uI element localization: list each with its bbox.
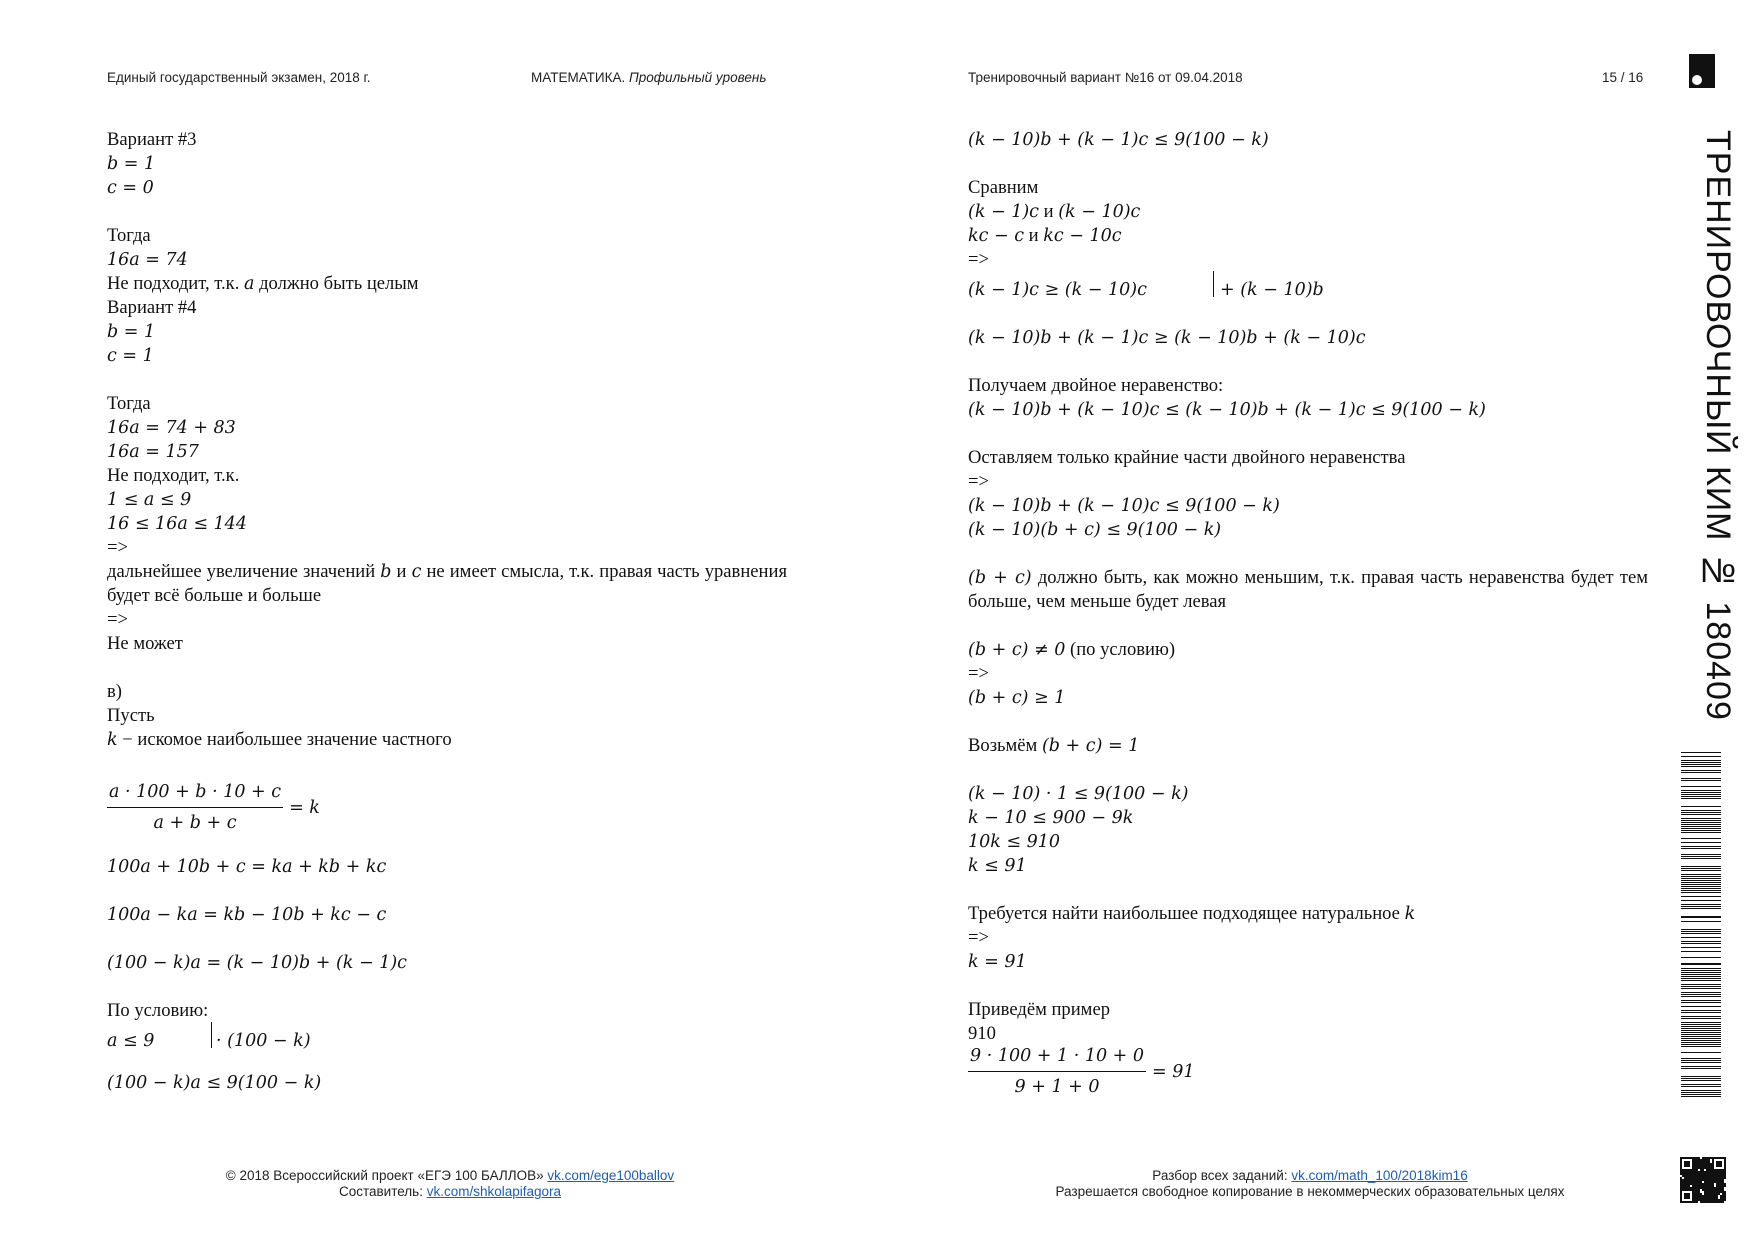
solve-step-3: 10k ≤ 910	[968, 832, 1061, 852]
variant-3-conclusion-tail: должно быть целым	[254, 273, 419, 294]
keep-extremes-title: Оставляем только крайние части двойного неравенства	[968, 447, 1406, 468]
variant-4-equation-2: 16a = 157	[107, 442, 199, 462]
compare-2-and: и	[1024, 225, 1044, 246]
footer-review-label: Разбор всех заданий:	[1152, 1168, 1292, 1183]
double-inequality-title: Получаем двойное неравенство:	[968, 375, 1224, 396]
variant-4-title: Вариант #4	[107, 297, 197, 318]
header-subject	[531, 70, 766, 85]
k-definition-text: − искомое наибольшее значение частного	[117, 729, 452, 750]
implication-arrow: =>	[107, 537, 128, 558]
keep-inequality-1: (k − 10)b + (k − 10)c ≤ 9(100 − k)	[968, 496, 1280, 516]
keep-inequality-2: (k − 10)(b + c) ≤ 9(100 − k)	[968, 520, 1222, 540]
further-note-text: дальнейшее увеличение значений	[107, 561, 381, 582]
footer-copyright: © 2018 Всероссийский проект «ЕГЭ 100 БАЛЛОВ»	[225, 1168, 548, 1183]
further-note-and: и	[391, 561, 412, 582]
further-note-tail: не имеет смысла, т.к. правая часть уравнения будет всё больше и больше	[107, 561, 787, 606]
implication-arrow: =>	[968, 927, 989, 948]
solve-step-4: k ≤ 91	[968, 856, 1027, 876]
part-v-label: в)	[107, 681, 122, 702]
qr-code-icon	[1680, 1157, 1726, 1203]
quotient-fraction	[107, 780, 787, 835]
left-column	[107, 128, 787, 1095]
compare-2-left: kc − c	[968, 226, 1024, 246]
corner-marker-icon	[1689, 54, 1715, 88]
variant-3-conclusion	[107, 272, 787, 296]
side-title: ТРЕНИРОВОЧНЫЙ КИМ № 180409	[1699, 130, 1737, 721]
variant-4-range-2: 16 ≤ 16a ≤ 144	[107, 514, 247, 534]
bc-not-zero	[968, 638, 1648, 662]
footer-review-link[interactable]: vk.com/math_100/2018kim16	[1291, 1168, 1468, 1183]
variant-4-range-1: 1 ≤ a ≤ 9	[107, 490, 192, 510]
variant-4-c: c = 1	[107, 346, 154, 366]
take-bc-one	[968, 734, 1648, 758]
condition-lhs: a ≤ 9	[107, 1031, 155, 1051]
k-definition-var: k	[107, 730, 118, 750]
footer-right	[1010, 1168, 1610, 1200]
compare-1-right: (k − 10)c	[1058, 202, 1141, 222]
page-number: 15 / 16	[1602, 70, 1644, 85]
inequality-1: (k − 10)b + (k − 1)c ≤ 9(100 − k)	[968, 130, 1269, 150]
fraction-rhs: = k	[289, 797, 320, 818]
add-both-sides	[968, 278, 1648, 302]
footer-project-link[interactable]: vk.com/ege100ballov	[547, 1168, 675, 1183]
vertical-bar	[1213, 271, 1214, 297]
equation-1: 100a + 10b + c = ka + kb + kc	[107, 857, 387, 877]
header-exam-title: Единый государственный экзамен, 2018 г.	[107, 70, 371, 85]
example-fraction	[968, 1044, 1648, 1099]
compare-line-1	[968, 200, 1648, 224]
bc-minimal-note	[968, 566, 1648, 614]
further-increase-note	[107, 560, 787, 608]
variant-3-then: Тогда	[107, 225, 151, 246]
variant-3-c: c = 0	[107, 178, 154, 198]
bc-note-text: должно быть, как можно меньшим, т.к. правая часть неравенства будет тем больше, чем меньше будет левая	[968, 567, 1648, 612]
further-note-var-b: b	[380, 562, 392, 582]
take-text: Возьмём	[968, 735, 1042, 756]
fraction	[107, 780, 283, 835]
fraction-numerator: a · 100 + b · 10 + c	[107, 780, 283, 808]
variant-3-title: Вариант #3	[107, 129, 197, 150]
footer-author-link[interactable]: vk.com/shkolapifagora	[426, 1184, 562, 1199]
header-variant: Тренировочный вариант №16 от 09.04.2018	[968, 70, 1243, 85]
condition-multiply	[107, 1029, 787, 1053]
k-definition	[107, 728, 787, 752]
variant-4-equation-1: 16a = 74 + 83	[107, 418, 236, 438]
footer-author-label: Составитель:	[338, 1184, 427, 1199]
sum-inequality: (k − 10)b + (k − 1)c ≥ (k − 10)b + (k − 10)c	[968, 328, 1366, 348]
header-subject-name: МАТЕМАТИКА.	[531, 70, 626, 85]
implication-arrow: =>	[968, 471, 989, 492]
find-max-k-text: Требуется найти наибольшее подходящее натуральное	[968, 903, 1405, 924]
variant-4-conclusion: Не подходит, т.к.	[107, 465, 240, 486]
variant-3-equation: 16a = 74	[107, 250, 188, 270]
equation-2: 100a − ka = kb − 10b + kc − c	[107, 905, 387, 925]
further-note-var-c: c	[411, 562, 422, 582]
compare-2-right: kc − 10c	[1043, 226, 1122, 246]
variant-4-b: b = 1	[107, 322, 156, 342]
variant-4-then: Тогда	[107, 393, 151, 414]
implication-arrow: =>	[968, 249, 989, 270]
cannot-conclusion: Не может	[107, 633, 183, 654]
example-number: 910	[968, 1023, 996, 1044]
fraction-denominator: a + b + c	[153, 813, 237, 833]
footer-license: Разрешается свободное копирование в некоммерческих образовательных целях	[1055, 1184, 1565, 1199]
fraction-numerator: 9 · 100 + 1 · 10 + 0	[968, 1044, 1146, 1072]
variant-3-b: b = 1	[107, 154, 156, 174]
compare-title: Сравним	[968, 177, 1039, 198]
variant-3-conclusion-var: a	[244, 274, 255, 294]
implication-arrow: =>	[107, 609, 128, 630]
add-term: + (k − 10)b	[1220, 280, 1324, 300]
take-expr: (b + c) = 1	[1041, 736, 1140, 756]
bc-not-zero-note: (по условию)	[1065, 639, 1176, 660]
compare-line-2	[968, 224, 1648, 248]
condition-title: По условию:	[107, 1000, 209, 1021]
right-column	[968, 128, 1648, 1101]
compare-1-and: и	[1038, 201, 1059, 222]
vertical-bar	[211, 1022, 212, 1048]
footer-left	[200, 1168, 700, 1200]
condition-result: (100 − k)a ≤ 9(100 − k)	[107, 1073, 322, 1093]
double-inequality: (k − 10)b + (k − 10)c ≤ (k − 10)b + (k − 1)c ≤ 9(100 − k)	[968, 400, 1486, 420]
equation-3: (100 − k)a = (k − 10)b + (k − 1)c	[107, 953, 407, 973]
fraction-denominator: 9 + 1 + 0	[1014, 1077, 1100, 1097]
example-title: Приведём пример	[968, 999, 1110, 1020]
implication-arrow: =>	[968, 663, 989, 684]
header-subject-level: Профильный уровень	[628, 70, 767, 85]
bc-not-zero-expr: (b + c) ≠ 0	[968, 640, 1066, 660]
solve-step-1: (k − 10) · 1 ≤ 9(100 − k)	[968, 784, 1189, 804]
fraction	[968, 1044, 1146, 1099]
let-label: Пусть	[107, 705, 155, 726]
add-lhs: (k − 1)c ≥ (k − 10)c	[968, 280, 1147, 300]
bc-at-least-one: (b + c) ≥ 1	[968, 688, 1066, 708]
find-max-k-var: k	[1404, 904, 1416, 924]
solve-step-2: k − 10 ≤ 900 − 9k	[968, 808, 1134, 828]
find-max-k	[968, 902, 1648, 926]
fraction-rhs: = 91	[1152, 1061, 1195, 1082]
variant-3-conclusion-text: Не подходит, т.к.	[107, 273, 244, 294]
condition-multiplier: · (100 − k)	[216, 1031, 311, 1051]
barcode-icon	[1681, 752, 1721, 1100]
compare-1-left: (k − 1)c	[968, 202, 1039, 222]
bc-note-expr: (b + c)	[968, 568, 1032, 588]
k-answer: k = 91	[968, 952, 1027, 972]
